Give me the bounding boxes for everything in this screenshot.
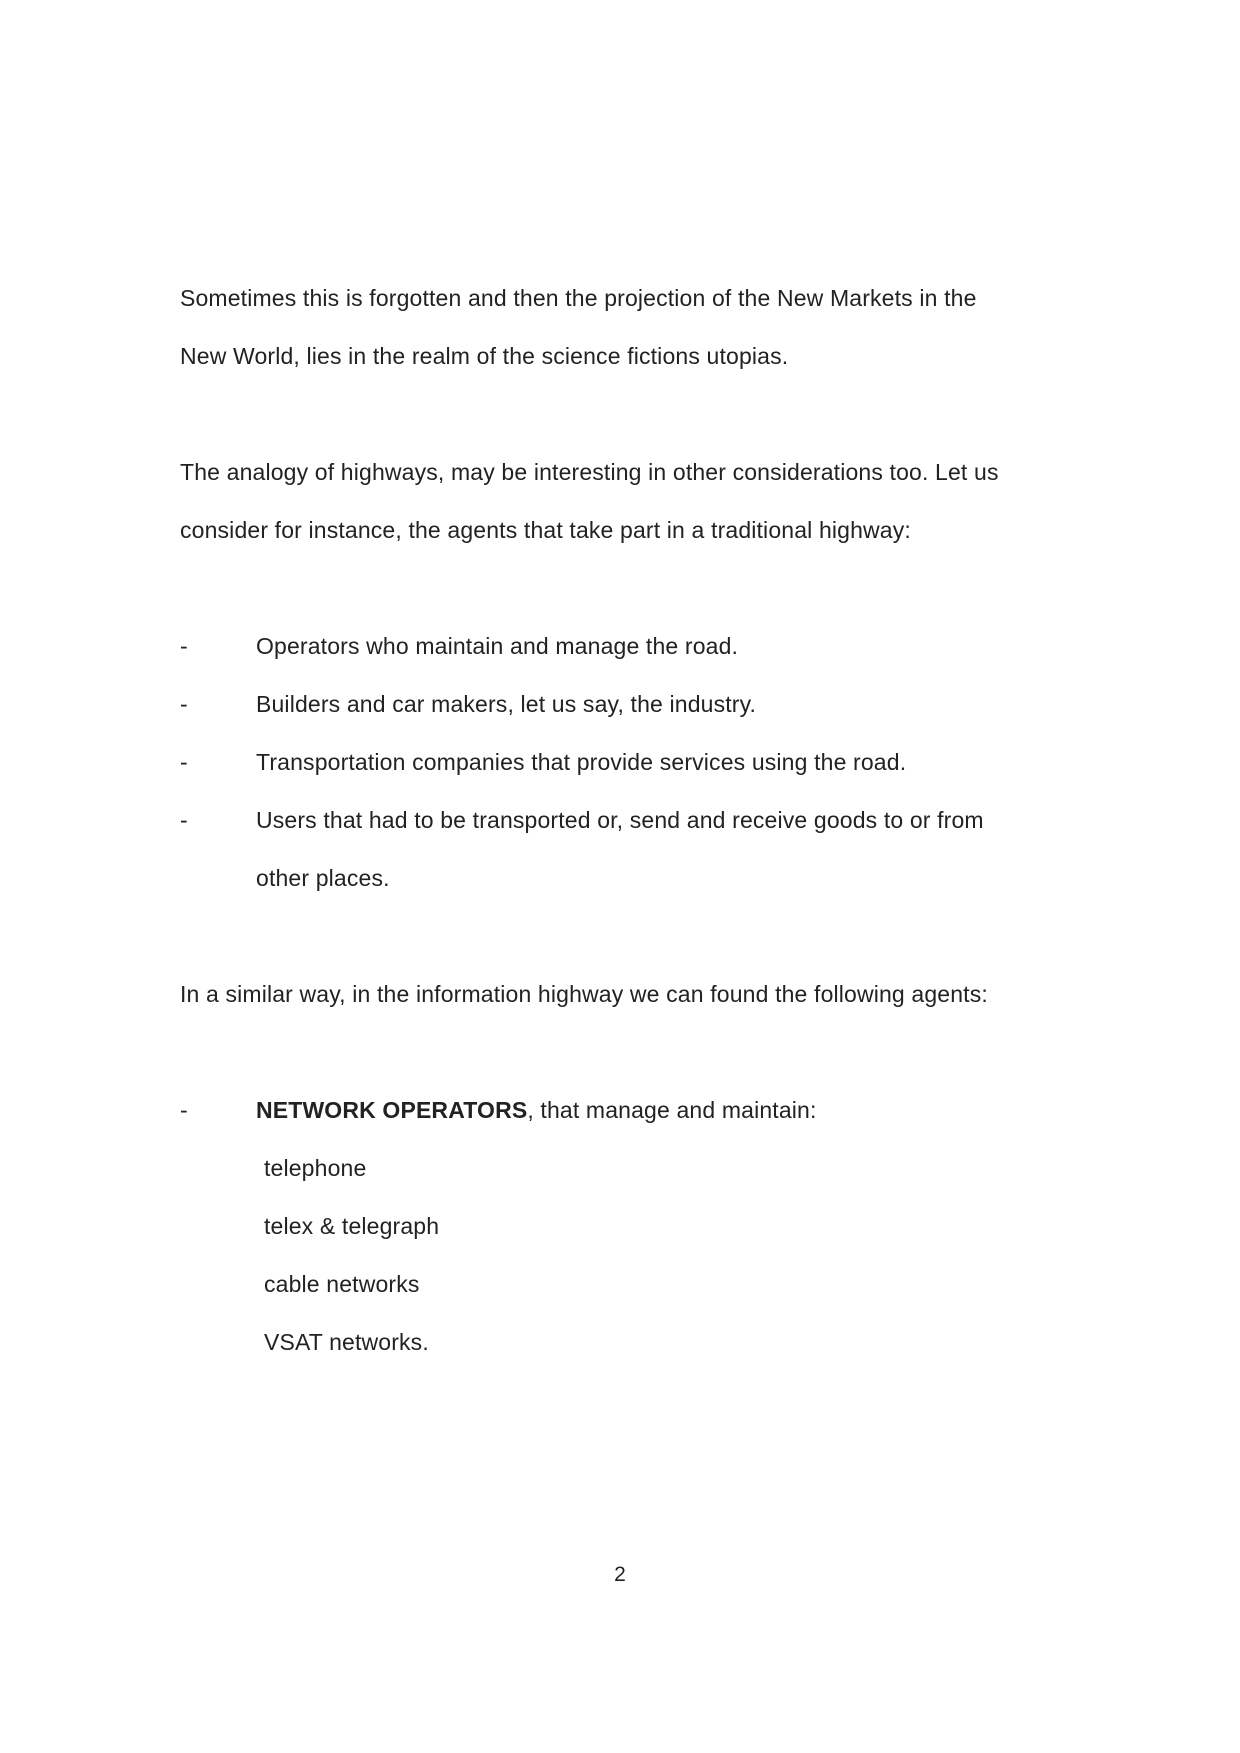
paragraph-3-line-1: In a similar way, in the information highway we can found the following agents: — [180, 981, 988, 1007]
network-operators-heading: NETWORK OPERATORS — [256, 1097, 528, 1123]
list-bullet: - — [180, 749, 188, 775]
list-item-users-continuation: other places. — [256, 865, 390, 891]
list-bullet: - — [180, 807, 188, 833]
subitem-telephone: telephone — [264, 1155, 367, 1181]
list-bullet: - — [180, 633, 188, 659]
paragraph-1-line-1: Sometimes this is forgotten and then the projection of the New Markets in the — [180, 285, 977, 311]
list-bullet: - — [180, 691, 188, 717]
paragraph-2-line-2: consider for instance, the agents that take part in a traditional highway: — [180, 517, 911, 543]
paragraph-1-line-2: New World, lies in the realm of the science fictions utopias. — [180, 343, 789, 369]
network-operators-item — [256, 1096, 817, 1124]
list-item-users: Users that had to be transported or, send and receive goods to or from — [256, 807, 984, 833]
subitem-telex-telegraph: telex & telegraph — [264, 1213, 440, 1239]
list-item-operators: Operators who maintain and manage the road. — [256, 633, 739, 659]
list-item-transportation: Transportation companies that provide services using the road. — [256, 749, 907, 775]
subitem-cable-networks: cable networks — [264, 1271, 420, 1297]
list-bullet: - — [180, 1097, 188, 1123]
page-number: 2 — [614, 1563, 626, 1586]
list-item-builders: Builders and car makers, let us say, the industry. — [256, 691, 757, 717]
subitem-vsat-networks: VSAT networks. — [264, 1329, 429, 1355]
paragraph-2-line-1: The analogy of highways, may be interesting in other considerations too. Let us — [180, 459, 999, 485]
network-operators-suffix: , that manage and maintain: — [527, 1097, 817, 1123]
